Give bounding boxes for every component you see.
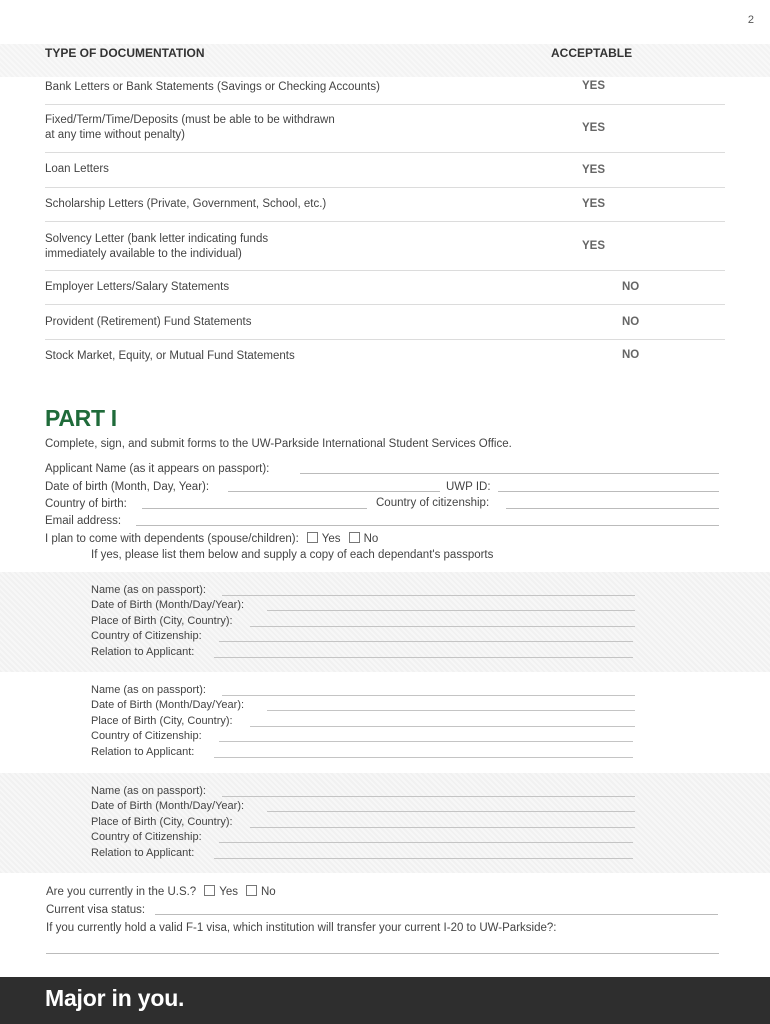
dependent-name-label: Name (as on passport): — [91, 684, 206, 696]
documentation-type: Stock Market, Equity, or Mutual Fund Statements — [45, 350, 295, 362]
acceptable-value: NO — [622, 349, 640, 361]
dependent-relation-label: Relation to Applicant: — [91, 646, 195, 658]
page-number: 2 — [747, 14, 754, 26]
dependent-name-field[interactable] — [222, 796, 635, 797]
in-us-yes-label: Yes — [219, 886, 238, 898]
dependent-citizenship-field[interactable] — [219, 842, 633, 843]
dependents-question-text: I plan to come with dependents (spouse/children): — [45, 533, 299, 545]
documentation-type: Employer Letters/Salary Statements — [45, 281, 230, 293]
dependent-name-label: Name (as on passport): — [91, 584, 206, 596]
dependent-place-of-birth-label: Place of Birth (City, Country): — [91, 816, 233, 828]
dependent-section-1 — [0, 572, 770, 672]
dependent-dob-label: Date of Birth (Month/Day/Year): — [91, 599, 245, 611]
dependents-no-checkbox[interactable] — [349, 532, 360, 543]
dependent-place-of-birth-field[interactable] — [250, 827, 635, 828]
dependent-name-label: Name (as on passport): — [91, 785, 206, 797]
acceptable-value: NO — [622, 281, 640, 293]
email-label: Email address: — [45, 515, 122, 527]
acceptable-value: YES — [582, 164, 606, 176]
table-row — [45, 153, 725, 188]
dependent-name-field[interactable] — [222, 595, 635, 596]
acceptable-value: YES — [582, 122, 606, 134]
dependent-relation-field[interactable] — [214, 657, 633, 658]
header-type-of-documentation: TYPE OF DOCUMENTATION — [45, 46, 205, 60]
table-row — [45, 271, 725, 305]
documentation-type: Solvency Letter (bank letter indicating funds immediately available to the individual) — [45, 233, 269, 260]
dependent-citizenship-field[interactable] — [219, 641, 633, 642]
dependent-place-of-birth-label: Place of Birth (City, Country): — [91, 615, 233, 627]
dependent-section-2 — [0, 672, 770, 772]
table-row — [45, 340, 725, 370]
documentation-type: Fixed/Term/Time/Deposits (must be able to be withdrawn at any time without penalty) — [45, 114, 335, 141]
acceptable-value: YES — [582, 80, 606, 92]
dependent-dob-field[interactable] — [267, 610, 635, 611]
documentation-type: Loan Letters — [45, 163, 109, 175]
dependents-no-label: No — [363, 533, 379, 545]
f1-transfer-question: If you currently hold a valid F-1 visa, which institution will transfer your current I-20 to UW-Parkside?: — [46, 922, 557, 934]
dependent-section-3 — [0, 773, 770, 873]
in-us-no-label: No — [260, 886, 276, 898]
table-row — [45, 188, 725, 222]
in-us-yes-checkbox[interactable] — [204, 885, 215, 896]
dependents-yes-checkbox[interactable] — [307, 532, 318, 543]
documentation-type: Scholarship Letters (Private, Government, School, etc.) — [45, 198, 327, 210]
country-of-birth-field[interactable] — [142, 508, 367, 509]
documentation-type: Bank Letters or Bank Statements (Savings or Checking Accounts) — [45, 81, 380, 93]
country-of-birth-label: Country of birth: — [45, 498, 127, 510]
acceptable-value: NO — [622, 316, 640, 328]
in-us-no-checkbox[interactable] — [246, 885, 257, 896]
part-title: PART I — [45, 405, 117, 431]
dependent-dob-field[interactable] — [267, 811, 635, 812]
dependent-citizenship-label: Country of Citizenship: — [91, 831, 202, 843]
applicant-name-field[interactable] — [300, 473, 719, 474]
dependent-relation-label: Relation to Applicant: — [91, 847, 195, 859]
header-acceptable: ACCEPTABLE — [551, 46, 633, 60]
country-of-citizenship-label: Country of citizenship: — [376, 497, 490, 509]
table-row — [45, 105, 725, 153]
visa-status-field[interactable] — [155, 914, 718, 915]
dependent-citizenship-field[interactable] — [219, 741, 633, 742]
in-us-question-text: Are you currently in the U.S.? — [46, 886, 197, 898]
dependent-dob-label: Date of Birth (Month/Day/Year): — [91, 800, 245, 812]
footer-tagline: Major in you. — [45, 985, 185, 1011]
f1-transfer-field[interactable] — [46, 953, 719, 954]
documentation-table-header — [0, 44, 770, 77]
uwp-id-field[interactable] — [498, 491, 719, 492]
in-us-question — [46, 885, 276, 898]
acceptable-value: YES — [582, 240, 606, 252]
dependent-place-of-birth-field[interactable] — [250, 626, 635, 627]
table-row — [45, 305, 725, 340]
dob-field[interactable] — [228, 491, 440, 492]
visa-status-label: Current visa status: — [46, 904, 146, 916]
dependents-note: If yes, please list them below and supply a copy of each dependant's passports — [91, 549, 494, 561]
dependents-question — [45, 532, 378, 545]
dob-label: Date of birth (Month, Day, Year): — [45, 481, 210, 493]
dependent-relation-label: Relation to Applicant: — [91, 746, 195, 758]
footer-banner — [0, 977, 770, 1024]
table-row — [45, 222, 725, 271]
email-field[interactable] — [136, 525, 719, 526]
dependent-dob-label: Date of Birth (Month/Day/Year): — [91, 699, 245, 711]
dependent-place-of-birth-label: Place of Birth (City, Country): — [91, 715, 233, 727]
dependent-relation-field[interactable] — [214, 858, 633, 859]
part-intro: Complete, sign, and submit forms to the UW-Parkside International Student Services Office. — [45, 438, 512, 450]
dependent-citizenship-label: Country of Citizenship: — [91, 730, 202, 742]
dependent-dob-field[interactable] — [267, 710, 635, 711]
dependent-citizenship-label: Country of Citizenship: — [91, 630, 202, 642]
dependent-relation-field[interactable] — [214, 757, 633, 758]
uwp-id-label: UWP ID: — [446, 481, 491, 493]
dependent-name-field[interactable] — [222, 695, 635, 696]
country-of-citizenship-field[interactable] — [506, 508, 719, 509]
applicant-name-label: Applicant Name (as it appears on passport): — [45, 463, 270, 475]
dependent-place-of-birth-field[interactable] — [250, 726, 635, 727]
documentation-type: Provident (Retirement) Fund Statements — [45, 316, 252, 328]
table-row — [45, 77, 725, 105]
dependents-yes-label: Yes — [321, 533, 341, 545]
acceptable-value: YES — [582, 198, 606, 210]
